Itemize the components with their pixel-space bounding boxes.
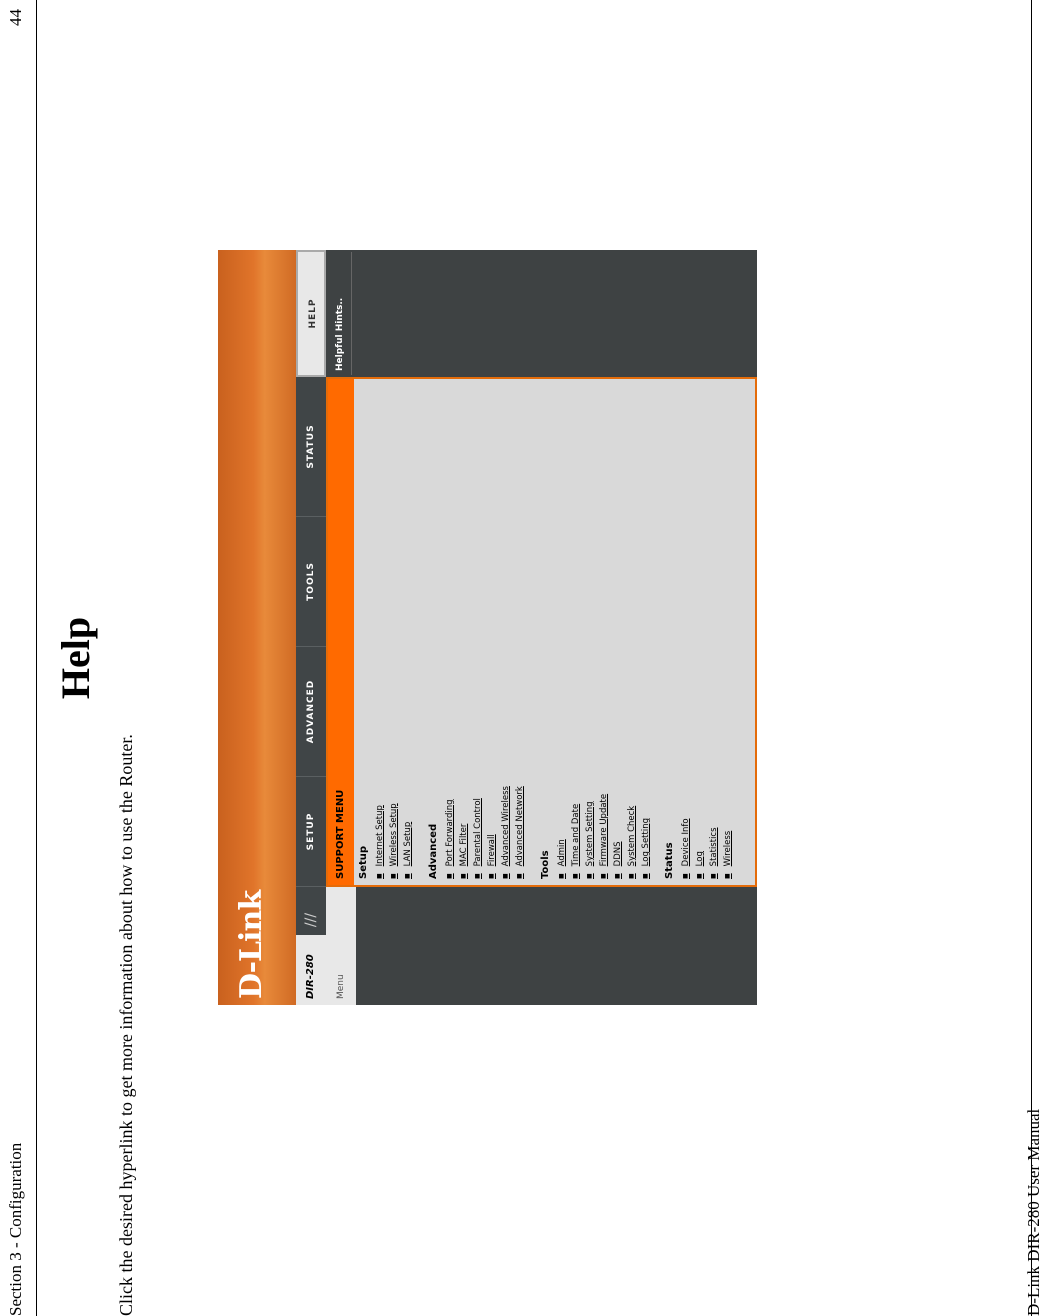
model-label: DIR-280 xyxy=(296,935,326,1005)
link-port-forwarding[interactable]: ■ Port Forwarding xyxy=(443,769,457,879)
link-wireless[interactable]: ■ Wireless xyxy=(721,769,735,879)
section-header: Section 3 - Configuration xyxy=(6,1142,25,1316)
tab-help[interactable]: HELP xyxy=(296,250,326,377)
link-statistics[interactable]: ■ Statistics xyxy=(707,769,721,879)
link-lan-setup[interactable]: ■ LAN Setup xyxy=(401,769,415,879)
group-advanced xyxy=(428,769,527,885)
link-advanced-wireless[interactable]: ■ Advanced Wireless xyxy=(499,769,513,879)
intro-text: Click the desired hyperlink to get more information about how to use the Router. xyxy=(116,734,136,1316)
link-log[interactable]: ■ Log xyxy=(693,769,707,879)
left-sidebar xyxy=(326,887,757,1005)
link-device-info[interactable]: ■ Device Info xyxy=(679,769,693,879)
sidebar-menu-label: Menu xyxy=(326,887,356,1005)
group-title: Tools xyxy=(540,850,551,879)
link-advanced-network[interactable]: ■ Advanced Network xyxy=(513,769,527,879)
tab-setup[interactable]: SETUP xyxy=(296,777,326,887)
support-menu-panel xyxy=(326,377,757,887)
tab-status[interactable]: STATUS xyxy=(296,377,326,517)
link-admin[interactable]: ■ Admin xyxy=(555,769,569,879)
helpful-hints-title: Helpful Hints.. xyxy=(328,252,352,375)
brand-banner xyxy=(218,250,296,1005)
link-system-setting[interactable]: ■ System Setting xyxy=(583,769,597,879)
link-wireless-setup[interactable]: ■ Wireless Setup xyxy=(387,769,401,879)
top-nav xyxy=(296,250,326,1005)
model-slashes: /// xyxy=(296,905,326,935)
tab-advanced[interactable]: ADVANCED xyxy=(296,647,326,777)
manual-footer: D-Link DIR-280 User Manual xyxy=(1024,1108,1043,1316)
link-mac-filter[interactable]: ■ MAC Filter xyxy=(457,769,471,879)
group-title: Advanced xyxy=(428,823,439,879)
router-ui-screenshot xyxy=(218,250,757,1005)
group-title: Status xyxy=(664,842,675,879)
link-time-and-date[interactable]: ■ Time and Date xyxy=(569,769,583,879)
link-firmware-update[interactable]: ■ Firmware Update xyxy=(597,769,611,879)
tab-tools[interactable]: TOOLS xyxy=(296,517,326,647)
group-tools xyxy=(540,769,653,885)
link-internet-setup[interactable]: ■ Internet Setup xyxy=(373,769,387,879)
helpful-hints-panel xyxy=(326,250,757,377)
link-firewall[interactable]: ■ Firewall xyxy=(485,769,499,879)
link-system-check[interactable]: ■ System Check xyxy=(625,769,639,879)
page-title: Help xyxy=(53,616,98,700)
link-parental-control[interactable]: ■ Parental Control xyxy=(471,769,485,879)
dlink-logo: D-Link xyxy=(234,890,269,999)
link-ddns[interactable]: ■ DDNS xyxy=(611,769,625,879)
group-setup xyxy=(358,769,415,885)
group-status xyxy=(664,769,735,885)
page-number: 44 xyxy=(6,9,25,26)
link-log-setting[interactable]: ■ Log Setting xyxy=(639,769,653,879)
group-title: Setup xyxy=(358,845,369,879)
support-menu-title: SUPPORT MENU xyxy=(328,379,354,885)
